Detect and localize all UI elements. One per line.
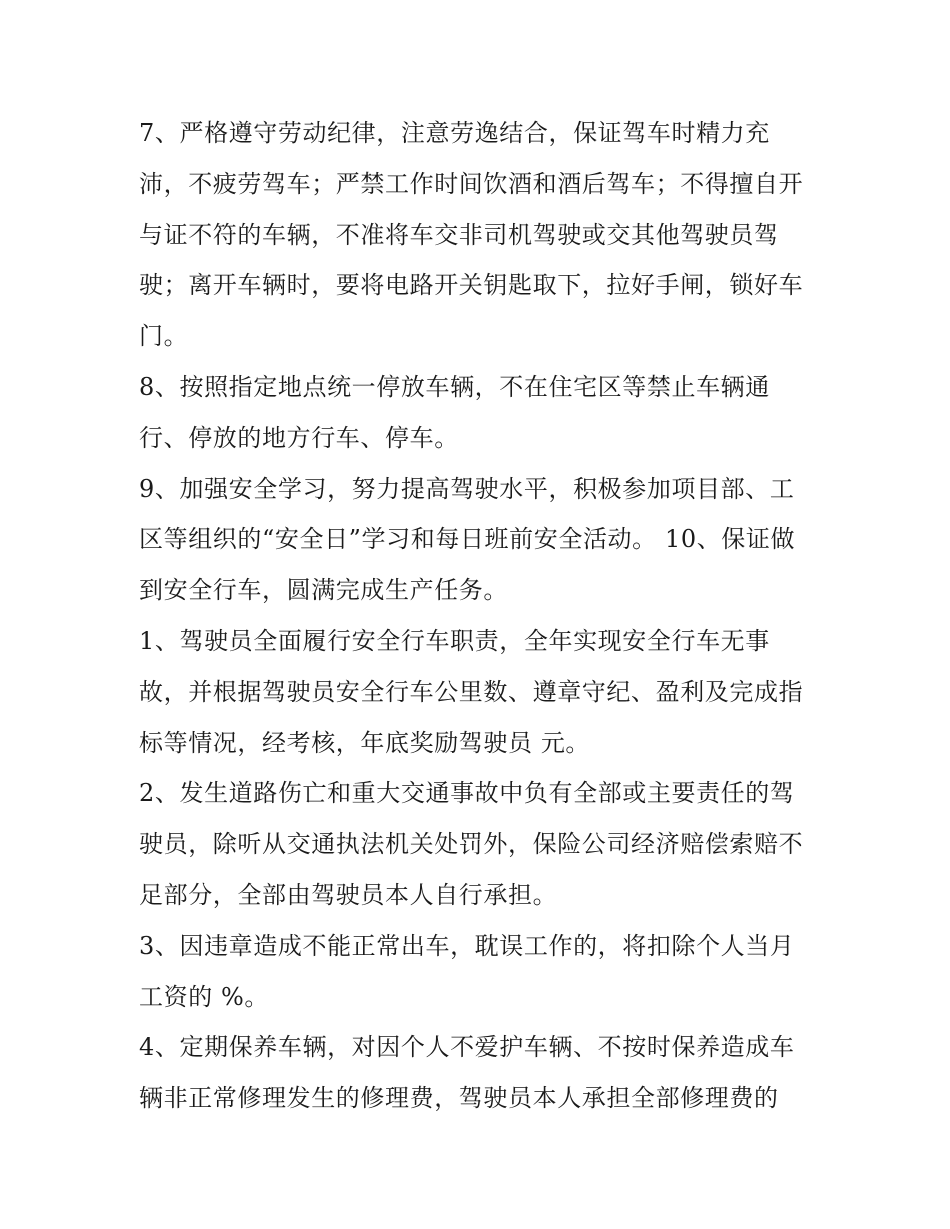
text-line: 故，并根据驾驶员安全行车公里数、遵章守纪、盈利及完成指	[139, 677, 804, 706]
text-line: 与证不符的车辆，不准将车交非司机驾驶或交其他驾驶员驾	[139, 220, 779, 249]
text-line: 工资的 %。	[139, 982, 270, 1011]
document-body	[139, 108, 819, 1124]
text-line: 足部分，全部由驾驶员本人自行承担。	[139, 880, 558, 909]
text-line: 9、加强安全学习，努力提高驾驶水平，积极参加项目部、工	[139, 474, 795, 503]
text-line: 8、按照指定地点统一停放车辆，不在住宅区等禁止车辆通	[139, 372, 770, 401]
text-line: 辆非正常修理发生的修理费，驾驶员本人承担全部修理费的	[139, 1084, 779, 1113]
text-line: 到安全行车，圆满完成生产任务。	[139, 576, 508, 605]
text-line: 3、因违章造成不能正常出车，耽误工作的，将扣除个人当月	[139, 931, 795, 960]
text-line: 行、停放的地方行车、停车。	[139, 423, 459, 452]
text-line: 标等情况，经考核，年底奖励驾驶员 元。	[139, 728, 591, 757]
text-line: 7、严格遵守劳动纪律，注意劳逸结合，保证驾车时精力充	[139, 119, 770, 147]
text-line: 驶员，除听从交通执法机关处罚外，保险公司经济赔偿索赔不	[139, 830, 804, 859]
text-line: 沛，不疲劳驾车；严禁工作时间饮酒和酒后驾车；不得擅自开	[139, 169, 804, 198]
text-line: 2、发生道路伤亡和重大交通事故中负有全部或主要责任的驾	[139, 779, 795, 808]
text-line: 门。	[139, 322, 189, 351]
text-line: 区等组织的“安全日”学习和每日班前安全活动。 10、保证做	[139, 525, 796, 554]
text-line: 4、定期保养车辆，对因个人不爱护车辆、不按时保养造成车	[139, 1033, 795, 1062]
text-line: 1、驾驶员全面履行安全行车职责，全年实现安全行车无事	[139, 626, 770, 655]
text-line: 驶；离开车辆时，要将电路开关钥匙取下，拉好手闸，锁好车	[139, 271, 804, 300]
